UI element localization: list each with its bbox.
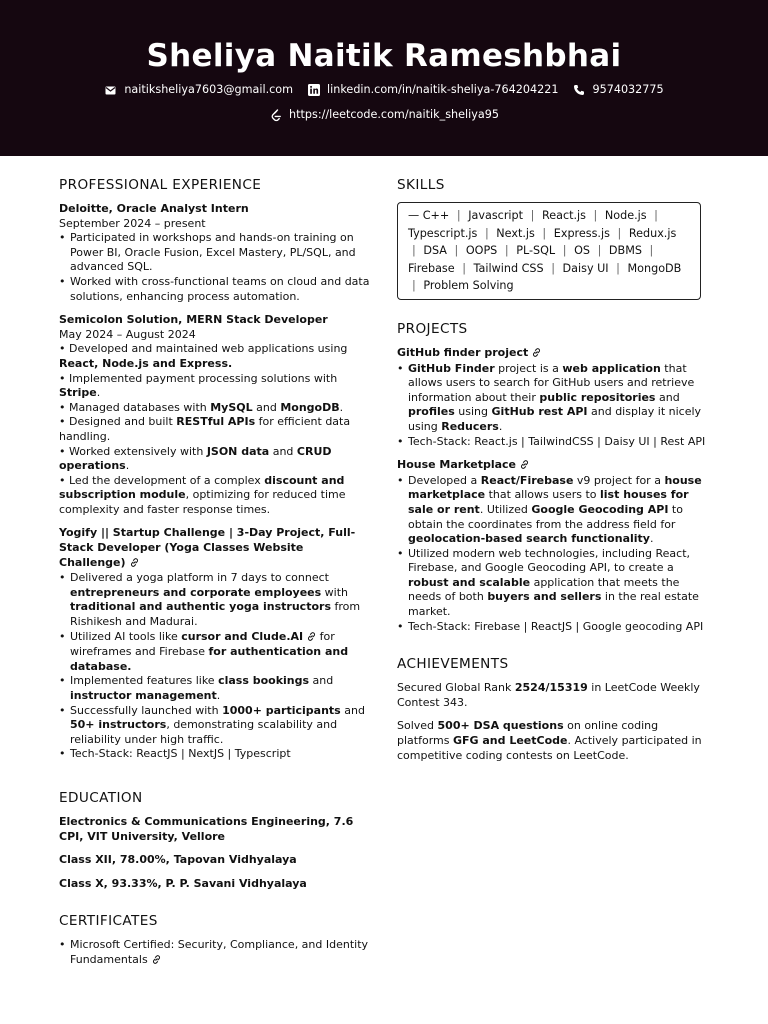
deloitte-dates: September 2024 – present [59,216,206,230]
skill-item: MongoDB [627,261,682,275]
phone-contact[interactable] [572,83,663,98]
education-item: Class X, 93.33%, P. P. Savani Vidhyalaya [59,876,307,890]
achievements-heading: ACHIEVEMENTS [397,656,509,673]
contact-row [0,83,768,98]
left-column [59,176,373,969]
skill-separator: | [654,209,658,222]
right-column [397,176,711,772]
skill-separator: | [593,209,598,222]
projects-heading: PROJECTS [397,320,468,337]
skill-separator: | [462,261,466,275]
house-project [397,458,711,634]
skill-item: Firebase [408,261,455,275]
skill-separator: | [412,244,416,258]
deloitte-title: Deloitte, Oracle Analyst Intern [59,202,249,215]
skill-item: Redux.js [628,226,677,240]
semicolon-dates: May 2024 – August 2024 [59,327,196,341]
list-item: • Tech-Stack: ReactJS | NextJS | Typescript [59,747,373,762]
list-item: • Utilized AI tools like cursor and Clude.AI for wireframes and Firebase for authentication and database. [59,630,373,675]
skill-item: Tailwind CSS [473,261,544,275]
list-item: • Developed and maintained web applications using React, Node.js and Express. [59,342,373,371]
list-item: • Worked extensively with JSON data and CRUD operations. [59,445,373,474]
list-item: • Designed and built RESTful APIs for efficient data handling. [59,415,373,444]
skill-item: Node.js [604,209,647,222]
education-item: Class XII, 78.00%, Tapovan Vidhyalaya [59,853,297,867]
contact-row-2 [0,108,768,123]
list-item: • Developed a React/Firebase v9 project for a house marketplace that allows users to list houses for sale or rent. Utilized Google Geocoding API to obtain the coordinates from the address field for geolocation-based search functionality. [397,474,711,547]
list-item: • Worked with cross-functional teams on cloud and data solutions, enhancing process automation. [59,275,373,304]
experience-heading: PROFESSIONAL EXPERIENCE [59,177,262,193]
list-item: • Microsoft Certified: Security, Compliance, and Identity Fundamentals [59,938,373,968]
skill-item: Problem Solving [423,279,514,293]
resume-header [0,0,768,156]
envelope-icon [104,84,117,97]
email-contact[interactable] [104,83,293,98]
skill-separator: | [454,244,459,258]
list-item: • Tech-Stack: React.js | TailwindCSS | Daisy UI | Rest API [397,435,711,450]
skill-separator: | [562,244,567,258]
link-icon[interactable] [307,631,316,646]
achievement-item: Secured Global Rank 2524/15319 in LeetCode Weekly Contest 343. [397,681,700,709]
semicolon-title: Semicolon Solution, MERN Stack Developer [59,313,328,327]
list-item: • Implemented features like class bookings and instructor management. [59,674,373,703]
skills-lead-dash: — [408,209,423,222]
skill-item: React.js [541,209,586,222]
skill-item: OS [574,244,590,258]
skills-box [397,202,701,300]
skill-separator: | [597,244,602,258]
skill-item: OOPS [465,244,498,258]
list-item: • Managed databases with MySQL and MongoDB. [59,401,373,416]
skill-separator: | [617,226,622,240]
skill-item: Typescript.js [408,226,478,240]
phone-icon [572,84,585,97]
skill-separator: | [616,261,620,275]
list-item: • Implemented payment processing solutions with Stripe. [59,372,373,401]
leetcode-icon [269,109,282,122]
email-text[interactable]: naitiksheliya7603@gmail.com [124,83,294,96]
list-item: • Delivered a yoga platform in 7 days to connect entrepreneurs and corporate employees with traditional and authentic yoga instructors from Rishikesh and Madurai. [59,571,373,629]
skill-separator: | [542,226,547,240]
skill-separator: | [551,261,555,275]
achievement-item: Solved 500+ DSA questions on online coding platforms GFG and LeetCode. Actively participated in competitive coding contests on LeetCode. [397,719,702,762]
github-project-title[interactable]: GitHub finder project [397,346,711,362]
skill-separator: | [504,244,509,258]
link-icon[interactable] [152,954,161,969]
candidate-name: Sheliya Naitik Rameshbhai [146,38,622,74]
github-project [397,346,711,449]
education-item: Electronics & Communications Engineering, 7.6 CPI, VIT University, Vellore [59,814,354,843]
skill-item: Javascript [468,209,524,222]
skill-separator: | [456,209,461,222]
certificates-heading: CERTIFICATES [59,913,158,930]
list-item: • Successfully launched with 1000+ participants and 50+ instructors, demonstrating scalability and reliability under high traffic. [59,704,373,748]
skill-separator: | [649,244,654,258]
link-icon[interactable] [532,347,541,362]
link-icon[interactable] [520,459,529,474]
linkedin-icon [307,84,320,97]
linkedin-text[interactable]: linkedin.com/in/naitik-sheliya-764204221 [327,83,559,96]
phone-text[interactable]: 9574032775 [592,83,664,96]
skill-item: DBMS [608,244,642,258]
list-item: • Participated in workshops and hands-on training on Power BI, Oracle Fusion, Excel Mastery, PL/SQL, and advanced SQL. [59,231,373,275]
link-icon[interactable] [130,557,139,572]
skill-item: DSA [423,244,447,258]
linkedin-contact[interactable] [307,83,558,98]
yogify-entry [59,526,373,762]
skill-item: C++ [422,209,450,222]
list-item: • Tech-Stack: Firebase | ReactJS | Google geocoding API [397,620,711,635]
list-item: • GitHub Finder project is a web application that allows users to search for GitHub users and retrieve information about their public repositories and profiles using GitHub rest API and display it nicely using Reducers. [397,362,711,435]
skill-item: Next.js [496,226,535,240]
leetcode-contact[interactable] [269,108,499,123]
skills-heading: SKILLS [397,177,445,193]
skill-separator: | [530,209,535,222]
skill-item: Express.js [553,226,610,240]
skill-item: Daisy UI [562,261,609,275]
education-heading: EDUCATION [59,789,143,806]
list-item: • Utilized modern web technologies, including React, Firebase, and Google Geocoding API, to create a robust and scalable application that meets the needs of both buyers and sellers in the real estate market. [397,547,711,620]
list-item: • Led the development of a complex discount and subscription module, optimizing for reduced time complexity and faster response times. [59,474,373,518]
yogify-title[interactable]: Yogify || Startup Challenge | 3-Day Project, Full-Stack Developer (Yoga Classes Website Challenge) [59,526,373,571]
house-project-title[interactable]: House Marketplace [397,458,711,474]
skill-separator: | [484,226,489,240]
skill-item: PL-SQL [516,244,556,258]
skill-separator: | [412,279,416,293]
leetcode-text[interactable]: https://leetcode.com/naitik_sheliya95 [289,108,499,121]
semicolon-entry [59,313,373,517]
deloitte-entry [59,202,373,304]
